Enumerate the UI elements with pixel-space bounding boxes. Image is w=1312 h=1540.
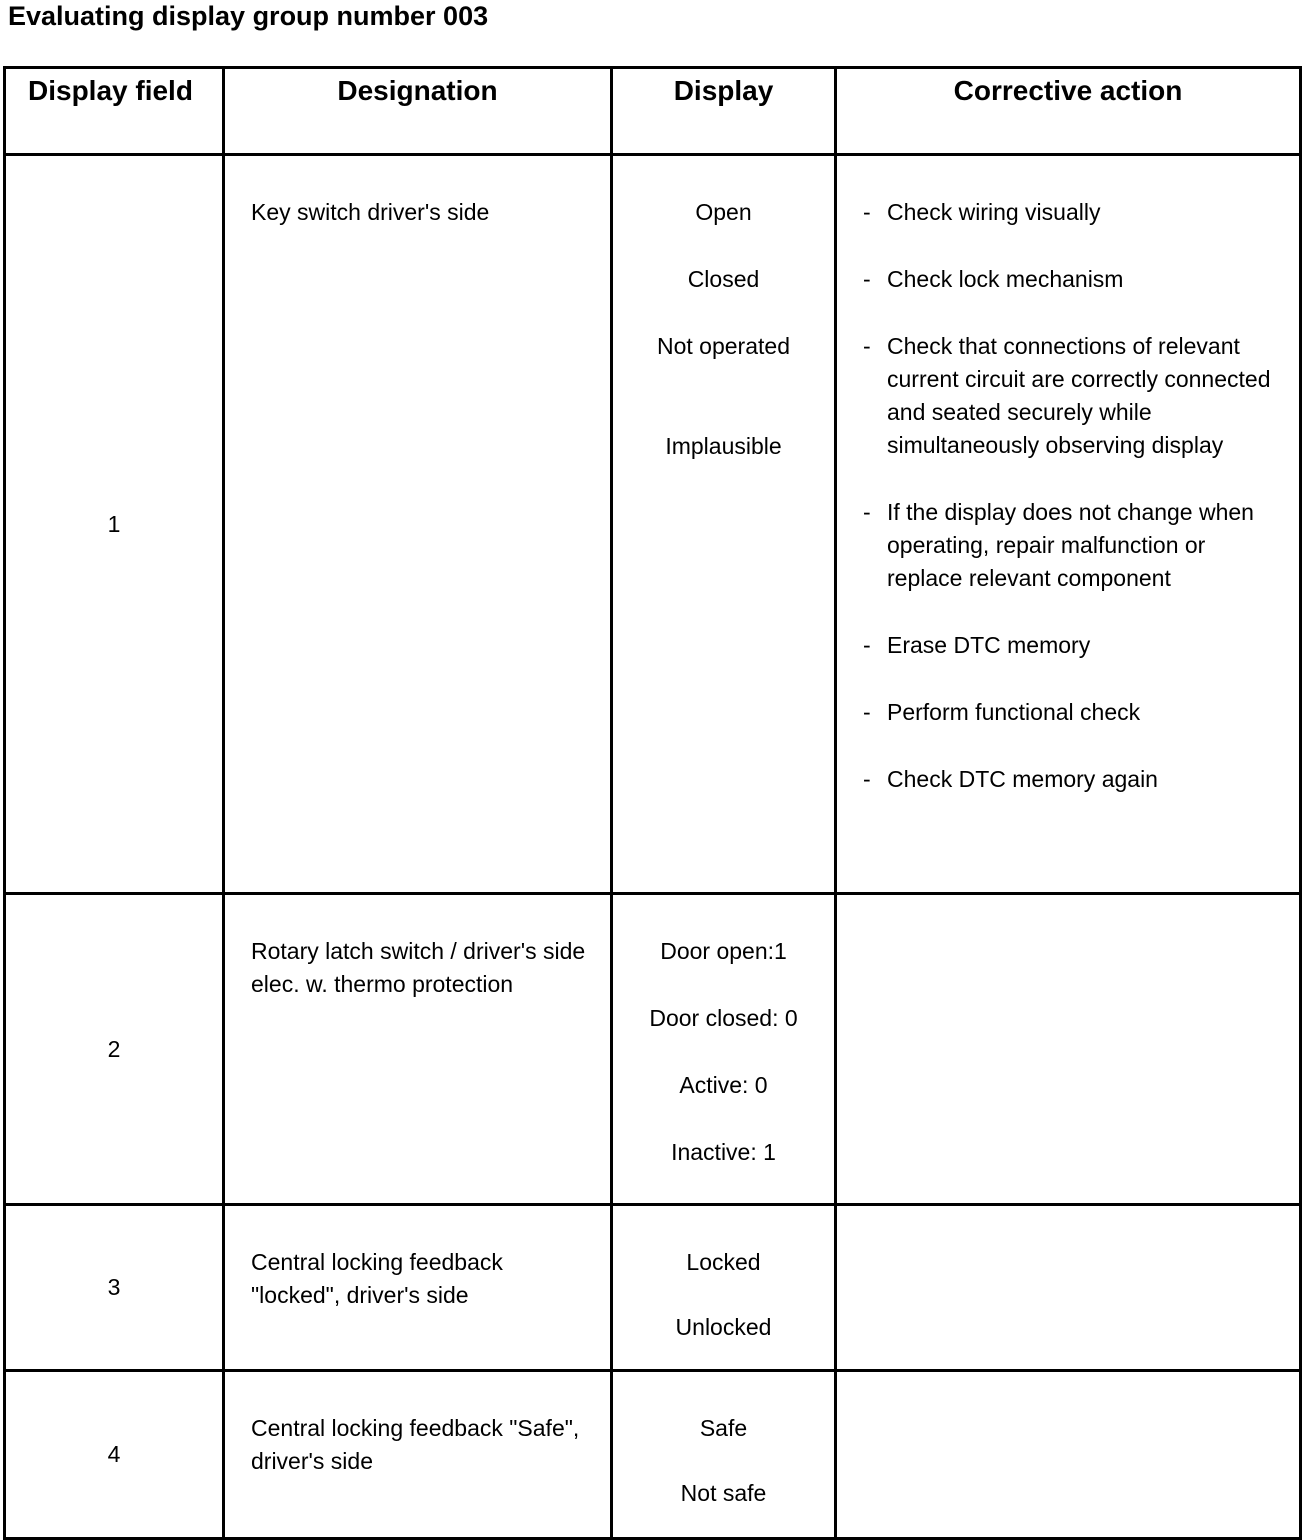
designation-cell: Central locking feedback "locked", driver's side [224, 1205, 612, 1371]
corrective-action-cell [836, 1371, 1301, 1539]
display-group-table [3, 66, 1302, 1540]
display-cell [612, 1205, 836, 1371]
display-value: Safe [699, 1415, 748, 1441]
action-item: - Check wiring visually [863, 199, 1101, 225]
action-item: - Check DTC memory again [863, 766, 1158, 792]
designation-cell: Key switch driver's side [224, 155, 612, 894]
action-item: - Check lock mechanism [863, 266, 1124, 292]
display-value: Not safe [680, 1480, 767, 1506]
display-value: Closed [687, 266, 760, 292]
action-item: - Perform functional check [863, 699, 1141, 725]
display-cell [612, 155, 836, 894]
table-row [5, 155, 1301, 894]
action-item: - Erase DTC memory [863, 632, 1091, 658]
header-corrective-action: Corrective action [836, 68, 1301, 155]
display-value: Door open:1 [660, 938, 787, 964]
corrective-action-cell [836, 155, 1301, 894]
display-field-cell: 4 [5, 1371, 224, 1539]
header-designation: Designation [224, 68, 612, 155]
corrective-action-cell [836, 1205, 1301, 1371]
display-field-cell: 3 [5, 1205, 224, 1371]
display-value: Unlocked [675, 1314, 772, 1340]
display-field-cell: 2 [5, 894, 224, 1205]
table-row [5, 1205, 1301, 1371]
designation-cell: Central locking feedback "Safe", driver's side [224, 1371, 612, 1539]
display-value: Locked [686, 1249, 761, 1275]
header-row [5, 68, 1301, 155]
corrective-action-cell [836, 894, 1301, 1205]
display-value: Door closed: 0 [649, 1005, 798, 1031]
header-display-field: Display field [5, 68, 224, 155]
display-value: Inactive: 1 [671, 1139, 776, 1165]
display-cell [612, 894, 836, 1205]
display-field-cell: 1 [5, 155, 224, 894]
display-cell [612, 1371, 836, 1539]
table-row [5, 894, 1301, 1205]
action-item: - If the display does not change when operating, repair malfunction or replace relevant component [863, 499, 1254, 591]
display-value: Active: 0 [679, 1072, 768, 1098]
page-title: Evaluating display group number 003 [8, 1, 489, 31]
designation-cell: Rotary latch switch / driver's side elec. w. thermo protection [224, 894, 612, 1205]
display-value: Not operated [657, 333, 790, 359]
display-value: Open [695, 199, 752, 225]
display-value: Implausible [665, 433, 782, 459]
table-row [5, 1371, 1301, 1539]
action-item: - Check that connections of relevant current circuit are correctly connected and seated securely while simultaneously observing display [863, 333, 1271, 458]
header-display: Display [612, 68, 836, 155]
